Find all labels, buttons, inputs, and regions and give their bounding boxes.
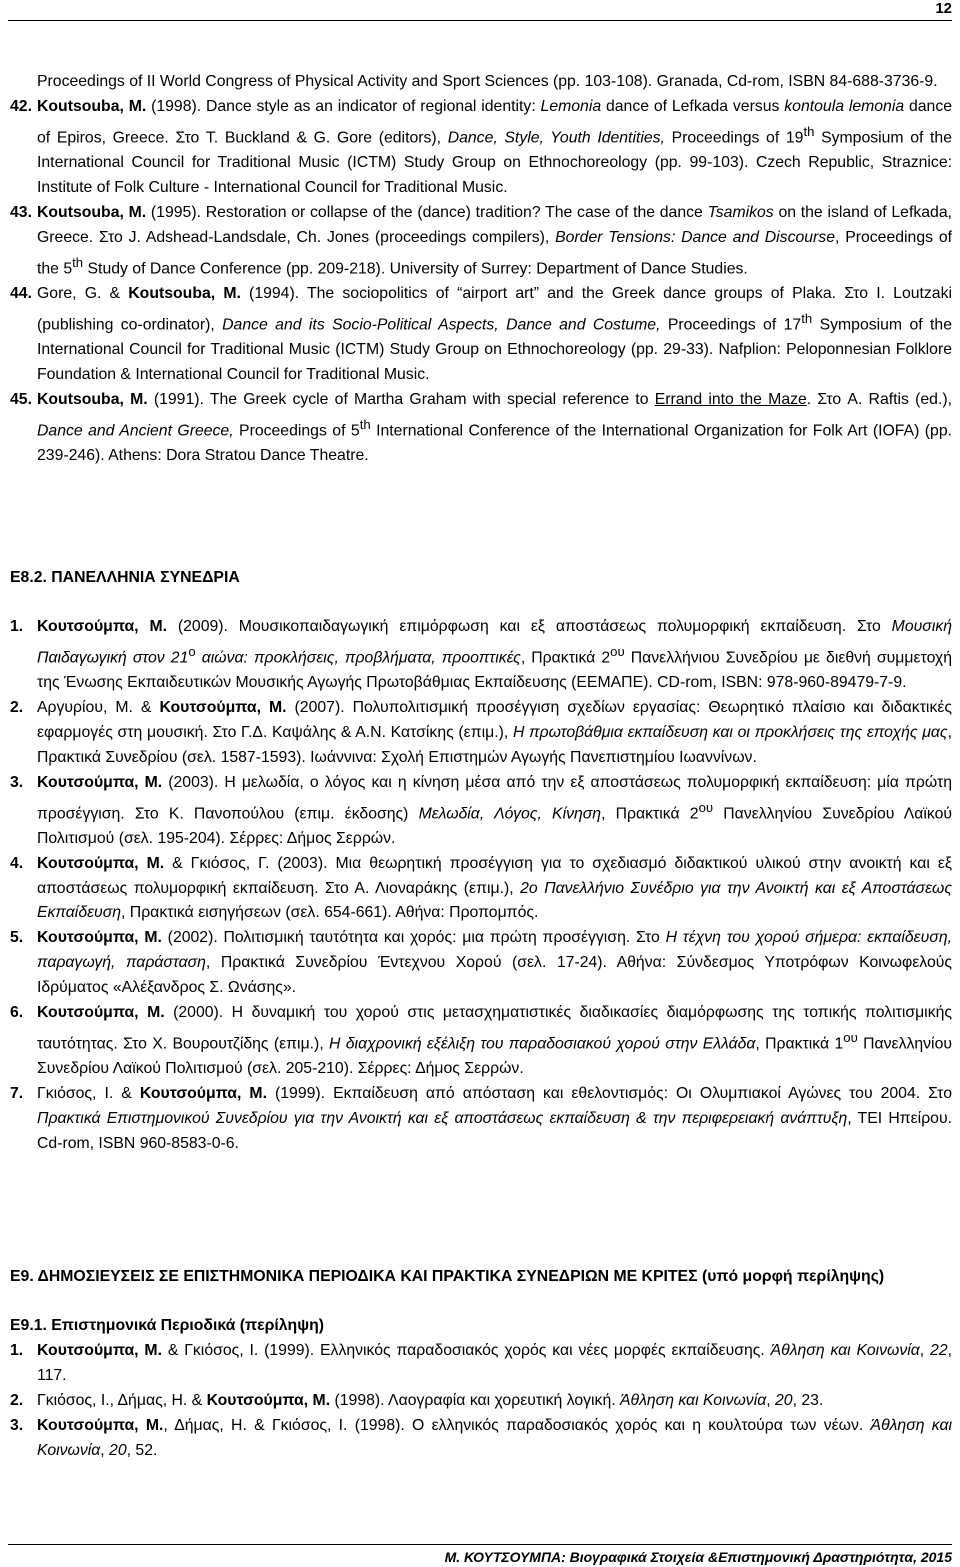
list-item: 43. Koutsouba, M. (1995). Restoration or collapse of the (dance) tradition? The case of the dance Tsamikos on the island of Lefkada, Greece. Στο J. Adshead-Landsdale, Ch. Jones (proceedings compilers), Border Tensions: Dance and Discourse, Proceedings of the 5th Study of Dance Conference (pp. 209-218). University of Surrey: Department of Dance Studies.	[10, 203, 952, 277]
list-item: 44. Gore, G. & Koutsouba, M. (1994). The sociopolitics of “airport art” and the Greek dance groups of Plaka. Στο I. Loutzaki (publishing co-ordinator), Dance and its Socio-Political Aspects, Dance and Costume, Proceedings of 17th Symposium of the International Council for Traditional Music (ICTM) Study Group on Ethnochoreology (pp. 29-33). Nafplion: Peloponnesian Folklore Foundation & International Council for Traditional Music.	[10, 284, 952, 383]
list-item: 3. Κουτσούμπα, Μ., Δήμας, Η. & Γκιόσος, Ι. (1998). Ο ελληνικός παραδοσιακός χορός και η κουλτούρα των νέων. Άθληση και Κοινωνία, 20, 52.	[10, 1416, 952, 1459]
list-item: 4. Κουτσούμπα, Μ. & Γκιόσος, Γ. (2003). Μια θεωρητική προσέγγιση για το σχεδιασμό διδακτικού υλικού στην ανοικτή και εξ αποστάσεως πολυμορφική εκπαίδευση. Στο Α. Λιοναράκης (επιμ.), 2ο Πανελλήνιο Συνέδριο για την Ανοικτή και εξ Αποστάσεως Εκπαίδευση, Πρακτικά εισηγήσεων (σελ. 654-661). Αθήνα: Προπομπός.	[10, 854, 952, 922]
list-item: 1. Κουτσούμπα, Μ. & Γκιόσος, Ι. (1999). Ελληνικός παραδοσιακός χορός και νέες μορφές εκπαίδευσης. Άθληση και Κοινωνία, 22, 117.	[10, 1341, 952, 1384]
section-e91	[10, 1314, 952, 1463]
list-item: 3. Κουτσούμπα, Μ. (2003). Η μελωδία, ο λόγος και η κίνηση μέσα από την εξ αποστάσεως πολυμορφική εκπαίδευση: μία πρώτη προσέγγιση. Στο Κ. Πανοπούλου (επιμ. έκδοσης) Μελωδία, Λόγος, Κίνηση, Πρακτικά $2^{o\upsilon}$ Πανελληνίου Συνεδρίου Λαϊκού Πολιτισμού (σελ. 195-204). Σέρρες: Δήμος Σερρών.	[10, 773, 953, 847]
footer-rule	[8, 1544, 952, 1545]
header-rule	[8, 20, 952, 21]
list-item: 45. Koutsouba, M. (1991). The Greek cycle of Martha Graham with special reference to Errand into the Maze. Στο A. Raftis (ed.), Dance and Ancient Greece, Proceedings of 5th International Conference of the International Organization for Folk Art (IOFA) (pp. 239-246). Athens: Dora Stratou Dance Theatre.	[10, 390, 952, 464]
page-footer: Μ. ΚΟΥΤΣΟΥΜΠΑ: Βιογραφικά Στοιχεία &Επιστημονική Δραστηριότητα, 2015	[444, 1549, 952, 1565]
list-item: 5. Κουτσούμπα, Μ. (2002). Πολιτισμική ταυτότητα και χορός: μια πρώτη προσέγγιση. Στο Η τέχνη του χορού σήμερα: εκπαίδευση, παραγωγή, παράσταση, Πρακτικά Συνεδρίου Έντεχνου Χορού (σελ. 17-24). Αθήνα: Σύνδεσμος Υποτρόφων Κοινωφελούς Ιδρύματος «Αλέξανδρος Σ. Ωνάσης».	[10, 929, 952, 997]
list-item-continuation: Proceedings of II World Congress of Physical Activity and Sport Sciences (pp. 103-108). Granada, Cd-rom, ISBN 84-688-3736-9.	[37, 73, 938, 90]
international-conference-list	[10, 70, 952, 469]
errand-into-the-maze-link[interactable]: Errand into the Maze	[654, 390, 807, 408]
section-heading: Ε8.2. ΠΑΝΕΛΛΗΝΙΑ ΣΥΝΕΔΡΙΑ	[10, 569, 240, 586]
list-item: 2. Γκιόσος, Ι., Δήμας, Η. & Κουτσούμπα, Μ. (1998). Λαογραφία και χορευτική λογική. Άθληση και Κοινωνία, 20, 23.	[10, 1391, 824, 1409]
section-e82	[10, 566, 952, 1157]
list-item: 1. Κουτσούμπα, Μ. (2009). Μουσικοπαιδαγωγική επιμόρφωση και εξ αποστάσεως πολυμορφική εκπαίδευση. Στο Μουσική Παιδαγωγική στον $21^o$ αιώνα: προκλήσεις, προβλήματα, προοπτικές, Πρακτικά $2^{o\upsilon}$ Πανελλήνιου Συνεδρίου με διεθνή συμμετοχή της Ένωσης Εκπαιδευτικών Μουσικής Αγωγής Πρωτοβάθμιας Εκπαίδευσης (ΕΕΜΑΠΕ). CD-rom, ISBN: 978-960-89479-7-9.	[10, 617, 953, 691]
section-heading: Ε9. ΔΗΜΟΣΙΕΥΣΕΙΣ ΣΕ ΕΠΙΣΤΗΜΟΝΙΚΑ ΠΕΡΙΟΔΙΚΑ ΚΑΙ ΠΡΑΚΤΙΚΑ ΣΥΝΕΔΡΙΩΝ ΜΕ ΚΡΙΤΕΣ (υπό μορφή περίληψης)	[10, 1268, 885, 1285]
list-item: 7. Γκιόσος, Ι. & Κουτσούμπα, Μ. (1999). Εκπαίδευση από απόσταση και εθελοντισμός: Οι Ολυμπιακοί Αγώνες του 2004. Στο Πρακτικά Επιστημονικού Συνεδρίου για την Ανοικτή και εξ αποστάσεως εκπαίδευση & την περιφερειακή ανάπτυξη, ΤΕΙ Ηπείρου. Cd-rom, ISBN 960-8583-0-6.	[10, 1085, 952, 1152]
section-e9	[10, 1265, 952, 1290]
page-number: 12	[935, 0, 952, 17]
list-item: 42. Koutsouba, M. (1998). Dance style as an indicator of regional identity: Lemonia dance of Lefkada versus kontoula lemonia dance of Epiros, Greece. Στο T. Buckland & G. Gore (editors), Dance, Style, Youth Identities, Proceedings of 19th Symposium of the International Council for Traditional Music (ICTM) Study Group on Ethnochoreology (pp. 99-103). Czech Republic, Straznice: Institute of Folk Culture - International Council for Traditional Music.	[10, 97, 953, 196]
list-item: 6. Κουτσούμπα, Μ. (2000). Η δυναμική του χορού στις μετασχηματιστικές διαδικασίες διαμόρφωσης της τοπικής πολιτισμικής ταυτότητας. Στο Χ. Βουρουτζίδης (επιμ.), Η διαχρονική εξέλιξη του παραδοσιακού χορού στην Ελλάδα, Πρακτικά $1^{o\upsilon}$ Πανελληνίου Συνεδρίου Λαϊκού Πολιτισμού (σελ. 205-210). Σέρρες: Δήμος Σερρών.	[10, 1004, 952, 1078]
subsection-heading: Ε9.1. Επιστημονικά Περιοδικά (περίληψη)	[10, 1317, 325, 1334]
list-item: 2. Αργυρίου, Μ. & Κουτσούμπα, Μ. (2007). Πολυπολιτισμική προσέγγιση σχεδίων εργασίας: Θεωρητικό πλαίσιο και διδακτικές εφαρμογές στη μουσική. Στο Γ.Δ. Καψάλης & Α.Ν. Κατσίκης (επιμ.), Η πρωτοβάθμια εκπαίδευση και οι προκλήσεις της εποχής μας, Πρακτικά Συνεδρίου (σελ. 1587-1593). Ιωάννινα: Σχολή Επιστημών Αγωγής Πανεπιστημίου Ιωαννίνων.	[10, 698, 952, 766]
